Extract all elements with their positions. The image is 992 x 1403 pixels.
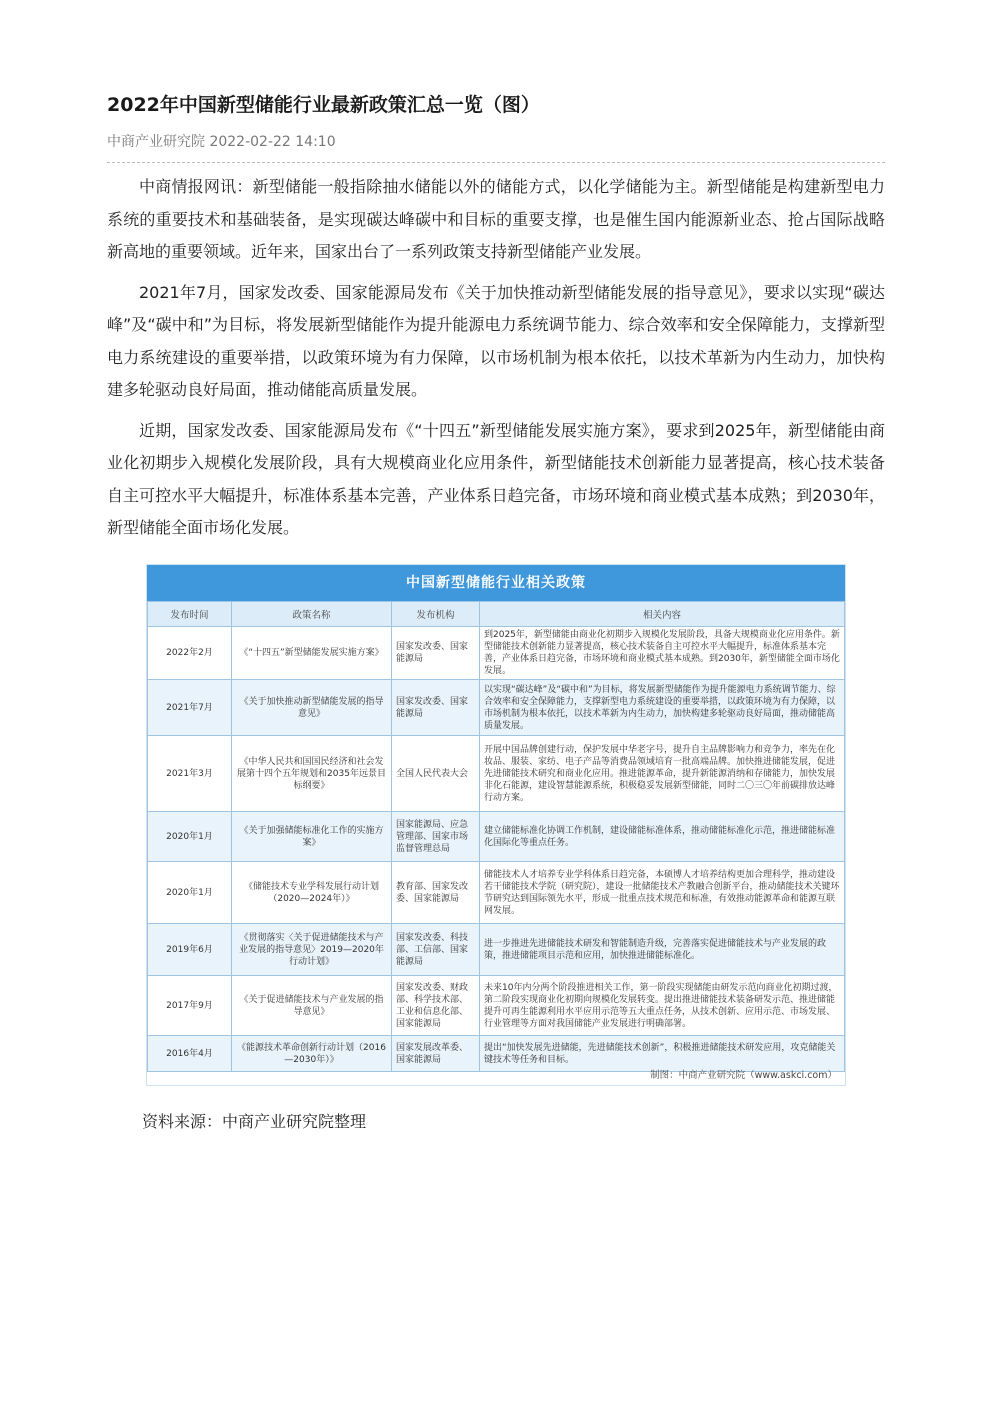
cell-date: 2019年6月 [148,924,232,976]
cell-org: 全国人民代表大会 [392,736,480,812]
table-row [148,976,845,1036]
figure-source: 制图：中商产业研究院（www.askci.com） [650,1070,837,1081]
cell-date: 2017年9月 [148,976,232,1036]
cell-content: 到2025年，新型储能由商业化初期步入规模化发展阶段，具备大规模商业化应用条件。新型储能技术创新能力显著提高，核心技术装备自主可控水平大幅提升，标准体系基本完善，产业体系日趋完备，市场环境和商业模式基本成熟。到2030年，新型储能全面市场化发展。 [480,627,845,680]
cell-name: 《贯彻落实〈关于促进储能技术与产业发展的指导意见〉2019—2020年行动计划》 [232,924,392,976]
cell-content: 以实现“碳达峰”及“碳中和”为目标，将发展新型储能作为提升能源电力系统调节能力、综合效率和安全保障能力，支撑新型电力系统建设的重要举措，以政策环境为有力保障，以市场机制为根本依托，以技术革新为内生动力，加快构建多轮驱动良好局面，推动储能高质量发展。 [480,680,845,736]
cell-name: 《关于促进储能技术与产业发展的指导意见》 [232,976,392,1036]
table-row [148,862,845,924]
article-meta: 中商产业研究院 2022-02-22 14:10 [107,134,336,150]
cell-date: 2020年1月 [148,812,232,862]
cell-org: 国家能源局、应急管理部、国家市场监督管理总局 [392,812,480,862]
divider [107,162,885,163]
cell-name: 《“十四五”新型储能发展实施方案》 [232,627,392,680]
cell-org: 国家发改委、国家能源局 [392,680,480,736]
table-row [148,736,845,812]
cell-date: 2020年1月 [148,862,232,924]
article-title: 2022年中国新型储能行业最新政策汇总一览（图） [107,94,540,116]
table-row [148,680,845,736]
header-org: 发布机构 [392,602,480,627]
cell-content: 未来10年内分两个阶段推进相关工作，第一阶段实现储能由研发示范向商业化初期过渡，第二阶段实现商业化初期向规模化发展转变。提出推进储能技术装备研发示范、推进储能提升可再生能源利用水平应用示范等五大重点任务，从技术创新、应用示范、市场发展、行业管理等方面对我国储能产业发展进行明确部署。 [480,976,845,1036]
paragraph-2: 2021年7月，国家发改委、国家能源局发布《关于加快推动新型储能发展的指导意见》，要求以实现“碳达峰”及“碳中和”为目标，将发展新型储能作为提升能源电力系统调节能力、综合效率和安全保障能力，支撑新型电力系统建设的重要举措，以政策环境为有力保障，以市场机制为根本依托，以技术革新为内生动力，加快构建多轮驱动良好局面，推动储能高质量发展。 [107,282,885,399]
header-date: 发布时间 [148,602,232,627]
cell-content: 建立储能标准化协调工作机制，建设储能标准体系，推动储能标准化示范，推进储能标准化国际化等重点任务。 [480,812,845,862]
cell-name: 《关于加快推动新型储能发展的指导意见》 [232,680,392,736]
cell-org: 国家发改委、财政部、科学技术部、工业和信息化部、国家能源局 [392,976,480,1036]
cell-date: 2021年3月 [148,736,232,812]
cell-content: 开展中国品牌创建行动，保护发展中华老字号，提升自主品牌影响力和竞争力，率先在化妆品、服装、家纺、电子产品等消费品领域培育一批高端品牌。加快推进储能发展，促进先进储能技术研究和商业化应用。推进能源革命，提升新能源消纳和存储能力，加快发展非化石能源，建设智慧能源系统，积极稳妥发展新型储能，同时二〇三〇年前碳排放达峰行动方案。 [480,736,845,812]
table-row [148,627,845,680]
cell-name: 《储能技术专业学科发展行动计划（2020—2024年）》 [232,862,392,924]
cell-content: 进一步推进先进储能技术研发和智能制造升级，完善落实促进储能技术与产业发展的政策，推进储能项目示范和应用，加快推进储能标准化。 [480,924,845,976]
cell-date: 2022年2月 [148,627,232,680]
cell-content: 提出“加快发展先进储能，先进储能技术创新”，积极推进储能技术研发应用，攻克储能关键技术等任务和目标。 [480,1036,845,1072]
table-row [148,924,845,976]
header-content: 相关内容 [480,602,845,627]
paragraph-3: 近期，国家发改委、国家能源局发布《“十四五”新型储能发展实施方案》，要求到2025年，新型储能由商业化初期步入规模化发展阶段，具有大规模商业化应用条件，新型储能技术创新能力显著提高，核心技术装备自主可控水平大幅提升，标准体系基本完善，产业体系日趋完备，市场环境和商业模式基本成熟；到2030年，新型储能全面市场化发展。 [107,420,885,537]
cell-content: 储能技术人才培养专业学科体系日趋完备，本硕博人才培养结构更加合理科学，推动建设若干储能技术学院（研究院），建设一批储能技术产教融合创新平台，推动储能技术关键环节研究达到国际领先水平，形成一批重点技术规范和标准，有效推动能源革命和能源互联网发展。 [480,862,845,924]
cell-org: 国家发改委、科技部、工信部、国家能源局 [392,924,480,976]
table-row [148,812,845,862]
paragraph-1: 中商情报网讯：新型储能一般指除抽水储能以外的储能方式，以化学储能为主。新型储能是构建新型电力系统的重要技术和基础装备，是实现碳达峰碳中和目标的重要支撑，也是催生国内能源新业态、抢占国际战略新高地的重要领域。近年来，国家出台了一系列政策支持新型储能产业发展。 [107,177,885,261]
cell-org: 国家发展改革委、国家能源局 [392,1036,480,1072]
cell-name: 《能源技术革命创新行动计划（2016—2030年）》 [232,1036,392,1072]
policy-table [147,601,845,1072]
cell-name: 《关于加强储能标准化工作的实施方案》 [232,812,392,862]
table-header-row [148,602,845,627]
cell-date: 2016年4月 [148,1036,232,1072]
figure-title: 中国新型储能行业相关政策 [147,565,845,601]
cell-date: 2021年7月 [148,680,232,736]
header-name: 政策名称 [232,602,392,627]
article [107,92,885,545]
cell-org: 国家发改委、国家能源局 [392,627,480,680]
cell-name: 《中华人民共和国国民经济和社会发展第十四个五年规划和2035年远景目标纲要》 [232,736,392,812]
policy-figure [146,564,846,1086]
cell-org: 教育部、国家发改委、国家能源局 [392,862,480,924]
source-note: 资料来源：中商产业研究院整理 [142,1112,367,1131]
